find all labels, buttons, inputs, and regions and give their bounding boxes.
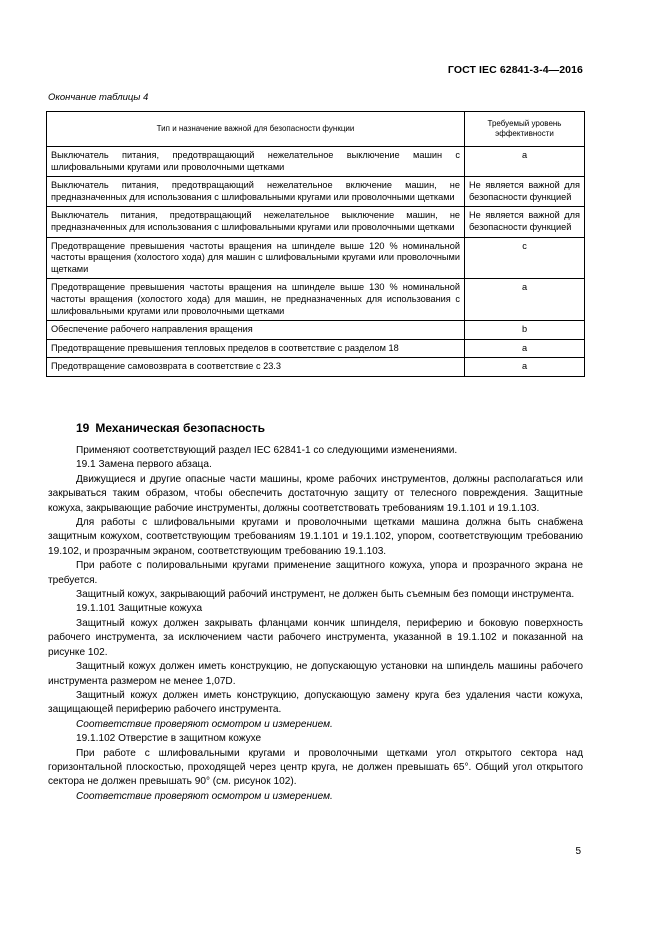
table-cell-level: Не является важной для безопасности функцией	[465, 207, 585, 237]
table-row	[47, 237, 585, 279]
table-cell-function: Предотвращение превышения частоты вращения на шпинделе выше 120 % номинальной частоты вращения (холостого хода) для машин с шлифовальными кругами или проволочными щетками	[47, 237, 465, 279]
table-cell-function: Предотвращение превышения тепловых пределов в соответствие с разделом 18	[47, 339, 465, 358]
table-cell-function: Предотвращение самовозврата в соответствие с 23.3	[47, 358, 465, 377]
table-cell-level: a	[465, 339, 585, 358]
table-cell-function: Выключатель питания, предотвращающий нежелательное включение машин, не предназначенных для использования с шлифовальными кругами или проволочными щетками	[47, 177, 465, 207]
table-row	[47, 358, 585, 377]
table-cell-function: Обеспечение рабочего направления вращения	[47, 321, 465, 340]
compliance-note: Соответствие проверяют осмотром и измерением.	[76, 718, 333, 730]
table-cell-level: a	[465, 279, 585, 321]
table-row	[47, 147, 585, 177]
clause-heading: 19.1.101 Защитные кожуха	[76, 603, 203, 615]
section-body	[48, 444, 583, 804]
paragraph: Движущиеся и другие опасные части машины, кроме рабочих инструментов, должны располагаться или закрываться таким образом, чтобы обеспечить достаточную защиту от телесного повреждения. Защитные кожуха, закрывающие рабочие инструменты, должны соответствовать требованиям 19.1.101 и 19.1.103.	[48, 473, 583, 514]
paragraph: При работе с полировальными кругами применение защитного кожуха, упора и прозрачного экрана не требуется.	[48, 560, 583, 586]
section-title: Механическая безопасность	[95, 421, 266, 435]
paragraph: Защитный кожух должен закрывать фланцами кончик шпинделя, периферию и боковую поверхность рабочего инструмента, за исключением части рабочего инструмента, указанной в 19.1.102 и показанной на рисунке 102.	[48, 617, 583, 658]
table-row	[47, 321, 585, 340]
table-row	[47, 339, 585, 358]
table-cell-level: a	[465, 358, 585, 377]
table-cell-function: Предотвращение превышения частоты вращения на шпинделе выше 130 % номинальной частоты вращения (холостого хода) для машин, не предназначенных для использования с шлифовальными кругами или проволочными щетками	[47, 279, 465, 321]
paragraph: Защитный кожух, закрывающий рабочий инструмент, не должен быть съемным без помощи инструмента.	[76, 589, 575, 601]
table-cell-function: Выключатель питания, предотвращающий нежелательное выключение машин, не предназначенных для использования с шлифовальными кругами или проволочными щетками	[47, 207, 465, 237]
table-cell-level: a	[465, 147, 585, 177]
document-header: ГОСТ IEC 62841-3-4—2016	[447, 64, 583, 76]
clause-heading: 19.1 Замена первого абзаца.	[76, 459, 212, 471]
paragraph: Для работы с шлифовальными кругами и проволочными щетками машина должна быть снабжена защитным кожухом, соответствующим требованиям 19.1.101 и 19.1.102, упором, соответствующим требованию 19.102, и прозрачным экраном, соответствующим требованию 19.1.103.	[48, 517, 583, 557]
column-header-level: Требуемый уровень эффективности	[465, 112, 585, 147]
table-cell-level: Не является важной для безопасности функцией	[465, 177, 585, 207]
table-cell-function: Выключатель питания, предотвращающий нежелательное выключение машин с шлифовальными кругами или проволочными щетками	[47, 147, 465, 177]
column-header-function: Тип и назначение важной для безопасности функции	[47, 112, 465, 147]
table-header-row	[47, 112, 585, 147]
compliance-note: Соответствие проверяют осмотром и измерением.	[76, 790, 333, 802]
paragraph: Защитный кожух должен иметь конструкцию, допускающую замену круга без удаления части кожуха, защищающей периферию рабочего инструмента.	[48, 689, 583, 716]
safety-functions-table	[46, 111, 585, 377]
table-cell-level: c	[465, 237, 585, 279]
clause-heading: 19.1.102 Отверстие в защитном кожухе	[76, 733, 262, 745]
paragraph: Защитный кожух должен иметь конструкцию, не допускающую установки на шпиндель машины рабочего инструмента размером не менее 1,07D.	[48, 661, 583, 687]
section-heading	[76, 421, 265, 435]
table-row	[47, 177, 585, 207]
paragraph: Применяют соответствующий раздел IEC 62841-1 со следующими изменениями.	[76, 445, 458, 456]
page-number: 5	[575, 846, 581, 857]
table-row	[47, 279, 585, 321]
table-row	[47, 207, 585, 237]
section-number: 19	[76, 421, 90, 435]
table-caption: Окончание таблицы 4	[48, 92, 149, 103]
table-cell-level: b	[465, 321, 585, 340]
paragraph: При работе с шлифовальными кругами и проволочными щетками угол открытого сектора над горизонтальной плоскостью, проходящей через центр круга, не должен превышать 65°. Общий угол открытого сектора не должен превышать 90° (см. рисунок 102).	[48, 747, 583, 788]
